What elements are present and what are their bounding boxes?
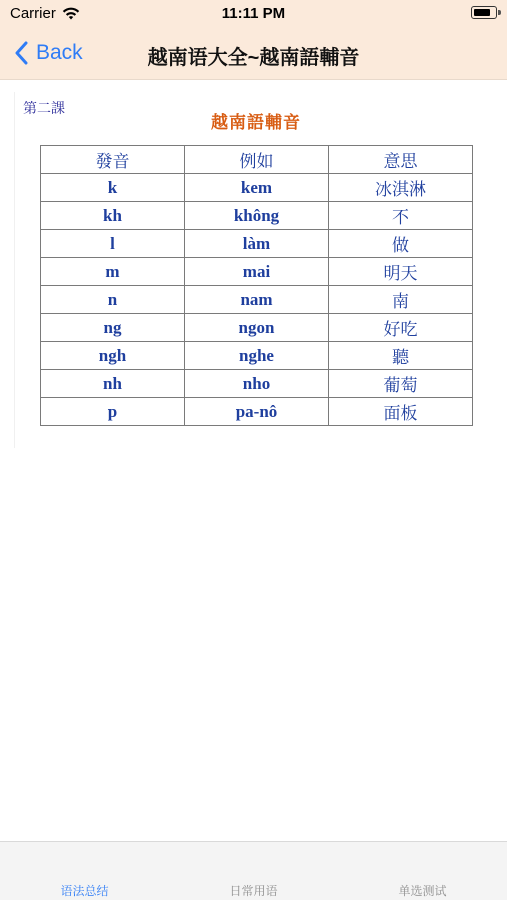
table-row — [41, 174, 473, 202]
pronunciation-cell: m — [41, 258, 185, 286]
example-cell: nho — [185, 370, 329, 398]
meaning-cell: 好吃 — [329, 314, 473, 342]
tab-daily-phrases[interactable]: 日常用语 — [229, 884, 278, 898]
pronunciation-cell: ng — [41, 314, 185, 342]
pronunciation-cell: kh — [41, 202, 185, 230]
table-row — [41, 314, 473, 342]
table-row — [41, 230, 473, 258]
consonant-table — [40, 145, 473, 426]
example-cell: mai — [185, 258, 329, 286]
example-cell: pa-nô — [185, 398, 329, 426]
pronunciation-cell: n — [41, 286, 185, 314]
carrier-label: Carrier — [10, 5, 56, 22]
table-header-row — [41, 146, 473, 174]
meaning-cell: 南 — [329, 286, 473, 314]
status-bar — [0, 0, 507, 28]
lesson-number: 第二課 — [23, 101, 65, 117]
battery-icon — [471, 6, 497, 19]
column-header: 例如 — [185, 146, 329, 174]
back-button-label: Back — [36, 41, 83, 64]
column-header: 意思 — [329, 146, 473, 174]
table-row — [41, 370, 473, 398]
table-body — [41, 174, 473, 426]
meaning-cell: 面板 — [329, 398, 473, 426]
document-title: 越南語輔音 — [211, 113, 301, 133]
tab-grammar[interactable]: 语法总结 — [60, 884, 109, 898]
example-cell: kem — [185, 174, 329, 202]
lesson-content — [14, 92, 496, 448]
status-time: 11:11 PM — [221, 5, 286, 22]
column-header: 發音 — [41, 146, 185, 174]
page-title: 越南语大全~越南語輔音 — [147, 47, 360, 69]
example-cell: làm — [185, 230, 329, 258]
navigation-bar — [0, 28, 507, 80]
table-row — [41, 286, 473, 314]
meaning-cell: 做 — [329, 230, 473, 258]
pronunciation-cell: k — [41, 174, 185, 202]
battery-level — [474, 9, 490, 16]
table-row — [41, 258, 473, 286]
table-row — [41, 202, 473, 230]
meaning-cell: 冰淇淋 — [329, 174, 473, 202]
tab-bar — [0, 841, 507, 900]
example-cell: ngon — [185, 314, 329, 342]
table-row — [41, 342, 473, 370]
example-cell: nghe — [185, 342, 329, 370]
battery-nub — [498, 10, 501, 15]
pronunciation-cell: nh — [41, 370, 185, 398]
meaning-cell: 聽 — [329, 342, 473, 370]
pronunciation-cell: l — [41, 230, 185, 258]
pronunciation-cell: ngh — [41, 342, 185, 370]
table-row — [41, 398, 473, 426]
example-cell: không — [185, 202, 329, 230]
tab-quiz[interactable]: 单选测试 — [398, 884, 447, 898]
example-cell: nam — [185, 286, 329, 314]
meaning-cell: 不 — [329, 202, 473, 230]
meaning-cell: 明天 — [329, 258, 473, 286]
pronunciation-cell: p — [41, 398, 185, 426]
meaning-cell: 葡萄 — [329, 370, 473, 398]
